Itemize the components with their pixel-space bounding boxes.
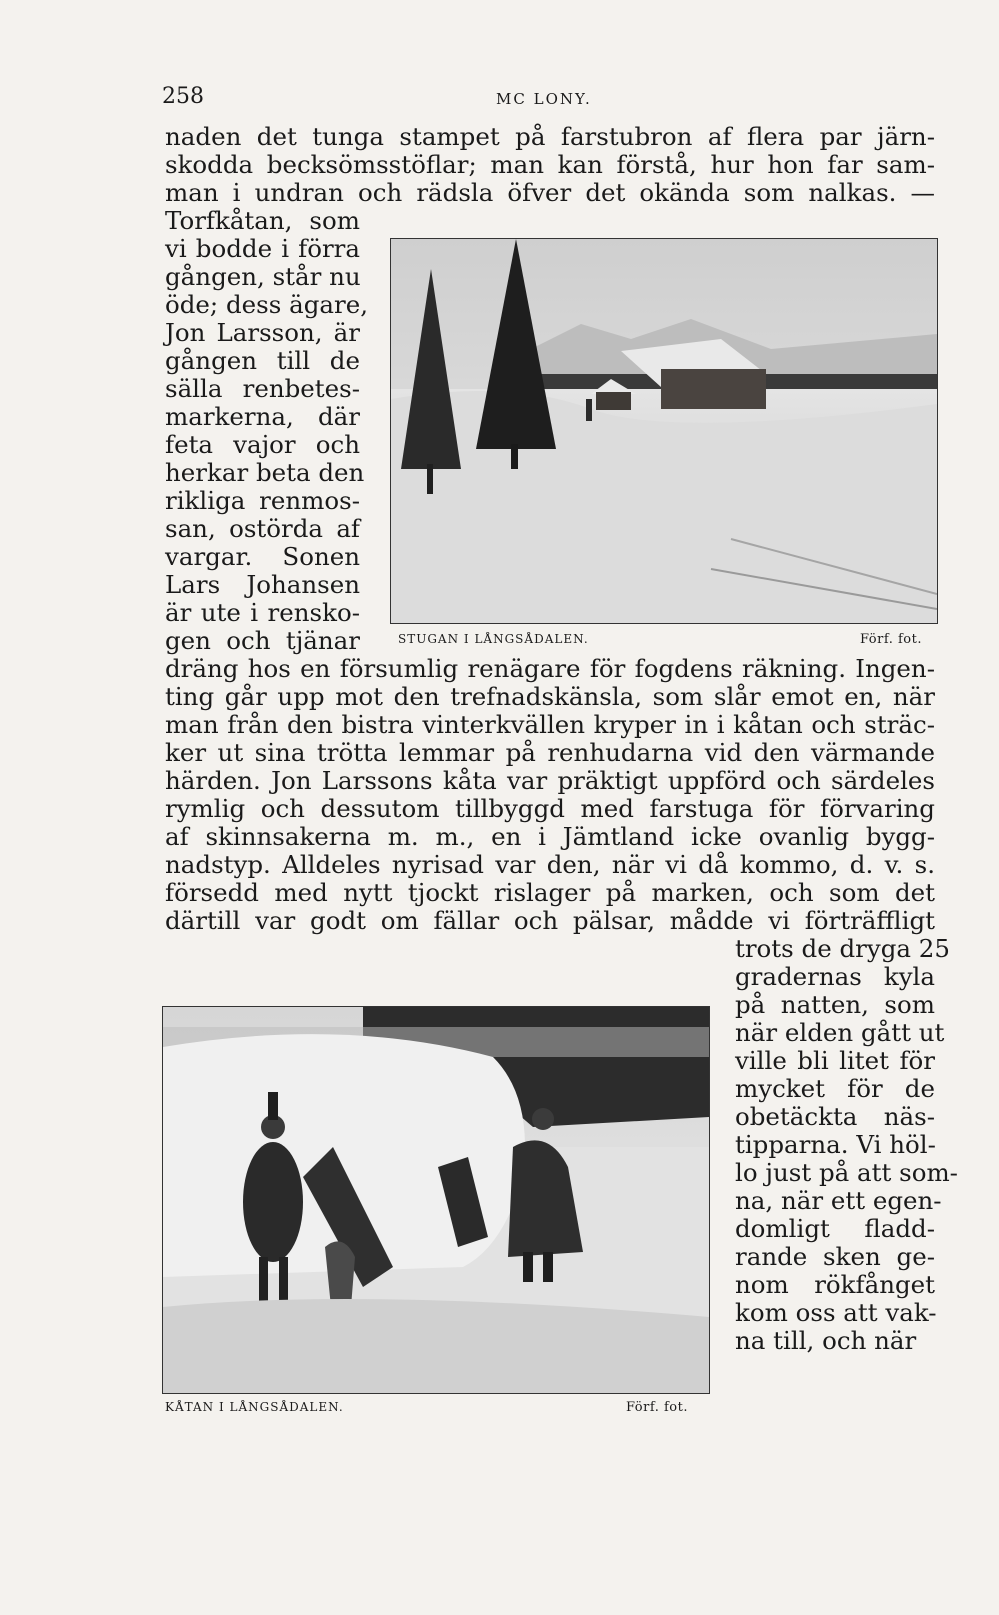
text-line: tipparna. Vi höl- xyxy=(735,1130,936,1159)
figure-credit: Förf. fot. xyxy=(860,632,922,647)
text-line: försedd med nytt tjockt rislager på marken, och som det xyxy=(165,878,935,907)
text-line: Lars Johansen xyxy=(165,570,360,599)
snowy-cabin-photo xyxy=(391,239,937,623)
text-line: ting går upp mot den trefnadskänsla, som slår emot en, när xyxy=(165,682,935,711)
text-line: obetäckta näs- xyxy=(735,1102,935,1131)
text-line: kom oss att vak- xyxy=(735,1298,937,1327)
text-line: är ute i rensko- xyxy=(165,598,360,627)
text-line: man i undran och rädsla öfver det okända som nalkas. — xyxy=(165,178,935,207)
figure-credit: Förf. fot. xyxy=(626,1400,688,1415)
photo-katan xyxy=(162,1006,710,1394)
text-line: na, när ett egen- xyxy=(735,1186,942,1215)
text-line: härden. Jon Larssons kåta var präktigt uppförd och särdeles xyxy=(165,766,935,795)
text-line: vi bodde i förra xyxy=(165,234,360,263)
text-line: rande sken ge- xyxy=(735,1242,935,1271)
text-line: man från den bistra vinterkvällen kryper in i kåtan och sträc- xyxy=(165,710,935,739)
running-title: MC LONY. xyxy=(496,90,592,108)
text-line: gången till de xyxy=(165,346,360,375)
text-line: naden det tunga stampet på farstubron af flera par järn- xyxy=(165,122,935,151)
text-line: sälla renbetes- xyxy=(165,374,360,403)
text-line: vargar. Sonen xyxy=(165,542,360,571)
text-line: af skinnsakerna m. m., en i Jämtland icke ovanlig bygg- xyxy=(165,822,935,851)
text-line: när elden gått ut xyxy=(735,1018,945,1047)
figure-caption: KÅTAN I LÅNGSÅDALEN. xyxy=(165,1400,344,1414)
text-line: gen och tjänar xyxy=(165,626,360,655)
turf-hut-photo xyxy=(163,1007,709,1393)
text-line: rymlig och dessutom tillbyggd med farstuga för förvaring xyxy=(165,794,935,823)
text-line: dräng hos en försumlig renägare för fogdens räkning. Ingen- xyxy=(165,654,935,683)
text-line: trots de dryga 25 xyxy=(735,934,950,963)
text-line: ker ut sina trötta lemmar på renhudarna vid den värmande xyxy=(165,738,935,767)
text-line: gradernas kyla xyxy=(735,962,935,991)
text-line: feta vajor och xyxy=(165,430,360,459)
page-header xyxy=(162,84,936,114)
text-line: na till, och när xyxy=(735,1326,917,1355)
text-line: san, ostörda af xyxy=(165,514,360,543)
page-number: 258 xyxy=(162,84,204,109)
text-line: därtill var godt om fällar och pälsar, mådde vi förträffligt xyxy=(165,906,935,935)
text-line: mycket för de xyxy=(735,1074,935,1103)
text-line: på natten, som xyxy=(735,990,935,1019)
photo-stugan xyxy=(390,238,938,624)
text-line: rikliga renmos- xyxy=(165,486,360,515)
text-line: nadstyp. Alldeles nyrisad var den, när vi då kommo, d. v. s. xyxy=(165,850,935,879)
text-line: domligt fladd- xyxy=(735,1214,935,1243)
text-line: Torfkåtan, som xyxy=(165,206,360,235)
text-line: ville bli litet för xyxy=(735,1046,935,1075)
text-line: skodda becksömsstöflar; man kan förstå, hur hon far sam- xyxy=(165,150,935,179)
text-line: lo just på att som- xyxy=(735,1158,958,1187)
text-line: herkar beta den xyxy=(165,458,365,487)
text-line: nom rökfånget xyxy=(735,1270,935,1299)
figure-caption: STUGAN I LÅNGSÅDALEN. xyxy=(398,632,589,646)
text-line: gången, står nu xyxy=(165,262,361,291)
text-line: öde; dess ägare, xyxy=(165,290,368,319)
text-line: Jon Larsson, är xyxy=(165,318,360,347)
text-line: markerna, där xyxy=(165,402,360,431)
